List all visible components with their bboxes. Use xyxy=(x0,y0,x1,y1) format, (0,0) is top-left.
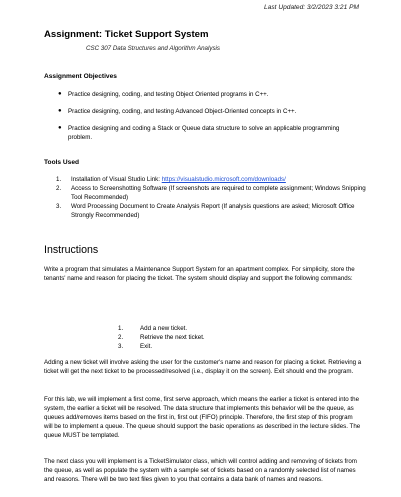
commands-list xyxy=(118,324,205,351)
visual-studio-link[interactable]: https://visualstudio.microsoft.com/downloads/ xyxy=(161,176,286,183)
bullet-icon: ● xyxy=(58,108,62,114)
page-title: Assignment: Ticket Support System xyxy=(44,29,209,40)
tools-heading: Tools Used xyxy=(44,159,80,166)
objectives-heading: Assignment Objectives xyxy=(44,73,117,80)
course-subtitle: CSC 307 Data Structures and Algorithm Analysis xyxy=(86,45,221,52)
tool-item: 2. Access to Screenshotting Software (If screenshots are required to complete assignment; Windows Snipping Tool Recommended) xyxy=(56,185,366,201)
instructions-paragraph-4: The next class you will implement is a TicketSimulator class, which will control adding and removing of tickets from the queue, as well as populate the system with a sample set of tickets based on a randomly selected list of names and reasons. There will be two text files given to you that contains a data bank of names and reasons. xyxy=(44,458,357,483)
tool-item: 1. Installation of Visual Studio Link: https://visualstudio.microsoft.com/downloads/ xyxy=(56,176,286,183)
bullet-icon: ● xyxy=(58,91,62,97)
command-item: 3. Exit. xyxy=(118,343,153,350)
command-item: 2. Retrieve the next ticket. xyxy=(118,334,205,341)
instructions-paragraph-2: Adding a new ticket will involve asking the user for the customer's name and reason for placing a ticket. Retrieving a ticket will get the next ticket to be processed/resolved (i.e., display it on the screen). Exit should end the program. xyxy=(44,359,362,375)
objective-item: ● Practice designing, coding, and testing Advanced Object-Oriented concepts in C++. xyxy=(58,108,297,115)
tool-item: 3. Word Processing Document to Create Analysis Report (If analysis questions are asked; Microsoft Office Strongly Recommended) xyxy=(56,203,355,219)
objectives-list xyxy=(44,90,364,142)
bullet-icon: ● xyxy=(58,125,62,131)
tools-list xyxy=(44,175,374,220)
instructions-intro: Write a program that simulates a Maintenance Support System for an apartment complex. For simplicity, store the tenants' name and reason for placing the ticket. The system should display and support the following commands: xyxy=(44,266,355,282)
last-updated-text: Last Updated: 3/2/2023 3:21 PM xyxy=(264,4,359,11)
objective-item: ● Practice designing, coding, and testing Object Oriented programs in C++. xyxy=(58,91,269,98)
objective-item: ● Practice designing and coding a Stack or Queue data structure to solve an applicable programming problem. xyxy=(58,125,340,141)
instructions-heading: Instructions xyxy=(44,244,99,256)
command-item: 1. Add a new ticket. xyxy=(118,325,188,332)
instructions-paragraph-3: For this lab, we will implement a first come, first serve approach, which means the earlier a ticket is entered into the system, the earlier a ticket will be resolved. The data structure that implements this behavior will be the queue, as queues add/removes items based on the first in, first out (FIFO) principle. Therefore, the first step of this program will be to implement a queue. The queue should support the basic operations as described in the lecture slides. The queue MUST be templated. xyxy=(44,396,361,439)
